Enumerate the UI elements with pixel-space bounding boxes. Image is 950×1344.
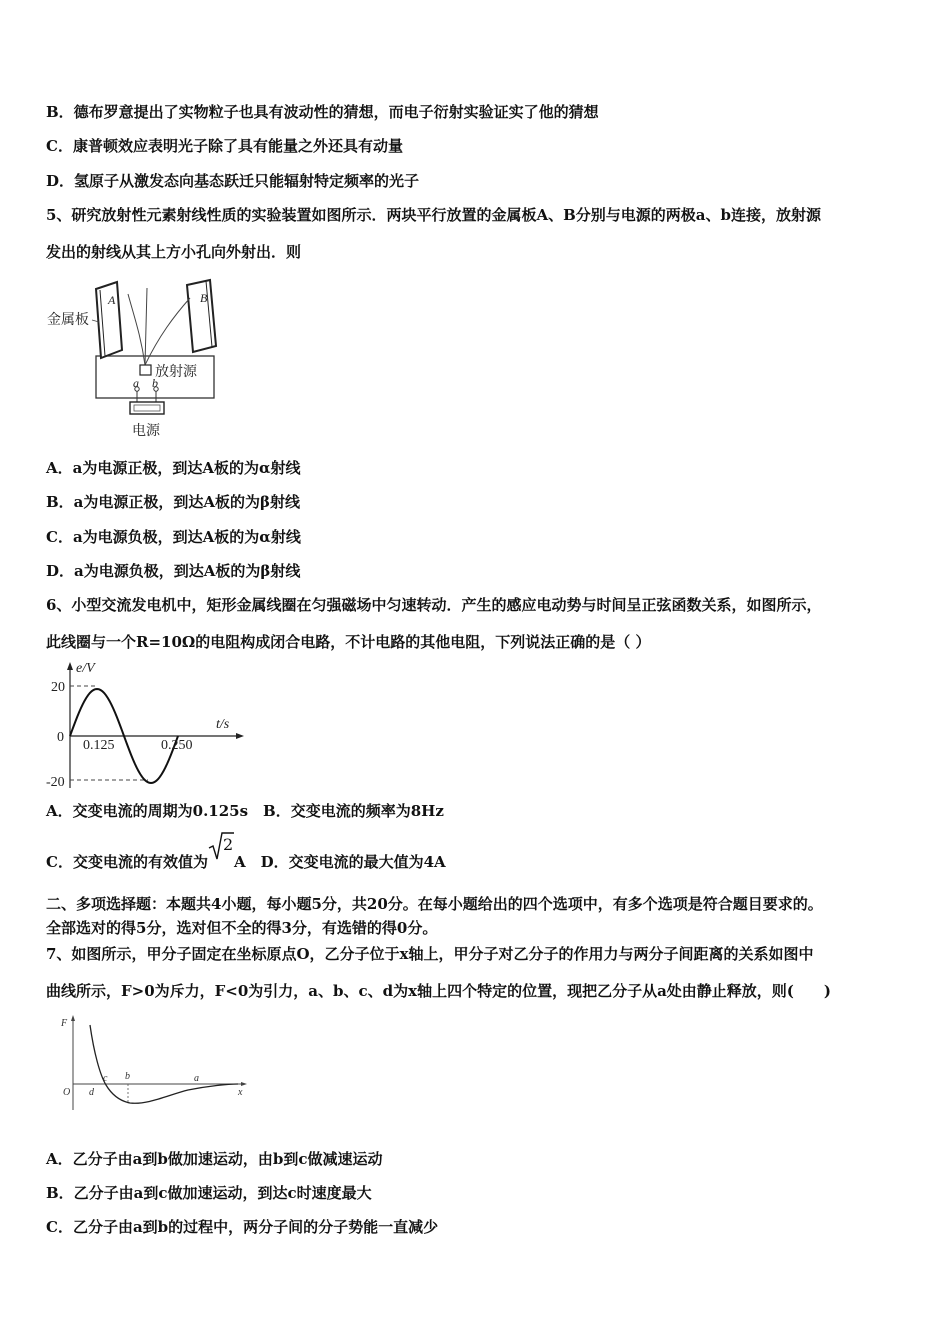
origin-label: 0: [57, 730, 64, 745]
q4-option-b: B．德布罗意提出了实物粒子也具有波动性的猜想，而电子衍射实验证实了他的猜想: [46, 103, 599, 121]
q6-stem-line2: 此线圈与一个R=10Ω的电阻构成闭合电路，不计电路的其他电阻，下列说法正确的是（ ）: [46, 633, 651, 651]
q4-option-d: D．氢原子从激发态向基态跃迁只能辐射特定频率的光子: [46, 172, 420, 190]
terminal-b-label: b: [152, 376, 158, 390]
q6-option-c-prefix: C．交变电流的有效值为: [46, 853, 208, 871]
ray-to-b: [145, 298, 190, 365]
sqrt-value: 2: [222, 835, 234, 854]
terminal-a-label: a: [133, 376, 139, 390]
q4-option-c: C．康普顿效应表明光子除了具有能量之外还具有动量: [46, 137, 403, 155]
sqrt-expression: [208, 835, 234, 867]
a-label: a: [194, 1073, 199, 1084]
e-axis-label: e/V: [76, 661, 95, 676]
q5-option-b: B．a为电源正极，到达A板的为β射线: [46, 493, 300, 511]
b-label: b: [125, 1071, 130, 1082]
plate-a-label: A: [108, 293, 116, 307]
ray-straight: [145, 288, 147, 365]
c-label: c: [103, 1073, 108, 1084]
t1-label: 0.125: [83, 738, 115, 753]
force-curve: [90, 1025, 238, 1103]
q5-stem-line2: 发出的射线从其上方小孔向外射出．则: [46, 243, 302, 261]
radioactive-source: [140, 365, 151, 375]
power-source-box: [130, 402, 164, 414]
y-min-label: -20: [46, 775, 65, 790]
ray-to-a: [128, 294, 145, 365]
q7-stem-line1: 7、如图所示，甲分子固定在坐标原点O，乙分子位于x轴上，甲分子对乙分子的作用力与两分子间距离的关系如图中: [46, 945, 814, 963]
section2-line1: 二、多项选择题：本题共4小题，每小题5分，共20分。在每小题给出的四个选项中，有多个选项是符合题目要求的。: [46, 895, 823, 913]
q6-emf-graph: [40, 658, 245, 793]
q5-apparatus-figure: [44, 276, 224, 440]
q7-option-a: A．乙分子由a到b做加速运动，由b到c做减速运动: [46, 1150, 383, 1168]
f-label: F: [61, 1018, 68, 1029]
q6-options-cd: [46, 835, 446, 872]
t-axis-label: t/s: [216, 717, 230, 732]
t2-label: 0.250: [161, 738, 193, 753]
plate-b-label: B: [200, 291, 208, 305]
q7-option-c: C．乙分子由a到b的过程中，两分子间的分子势能一直减少: [46, 1218, 439, 1236]
d-label: d: [89, 1087, 94, 1098]
q5-option-d: D．a为电源负极，到达A板的为β射线: [46, 562, 301, 580]
q5-option-c: C．a为电源负极，到达A板的为α射线: [46, 528, 301, 546]
q7-stem-line2: 曲线所示，F>0为斥力，F<0为引力，a、b、c、d为x轴上四个特定的位置，现把乙分子从a处由静止释放，则( ): [46, 982, 831, 1000]
section2-line2: 全部选对的得5分，选对但不全的得3分，有选错的得0分。: [46, 919, 438, 937]
q6-stem-line1: 6、小型交流发电机中，矩形金属线圈在匀强磁场中匀速转动．产生的感应电动势与时间呈正弦函数关系，如图所示，: [46, 596, 822, 614]
q6-options-ab: A．交变电流的周期为0.125s B．交变电流的频率为8Hz: [46, 802, 444, 820]
q7-force-graph: [58, 1013, 248, 1113]
q7-option-b: B．乙分子由a到c做加速运动，到达c时速度最大: [46, 1184, 372, 1202]
y-max-label: 20: [51, 680, 65, 695]
q6-option-c-suffix: A D．交变电流的最大值为4A: [233, 853, 446, 871]
power-label: 电源: [132, 424, 160, 439]
q5-stem-line1: 5、研究放射性元素射线性质的实验装置如图所示．两块平行放置的金属板A、B分别与电源的两极a、b连接，放射源: [46, 206, 821, 224]
plate-label: 金属板: [47, 313, 89, 328]
source-label: 放射源: [155, 365, 197, 380]
q5-option-a: A．a为电源正极，到达A板的为α射线: [46, 459, 301, 477]
o-label: O: [63, 1087, 71, 1098]
x-label: x: [238, 1087, 243, 1098]
